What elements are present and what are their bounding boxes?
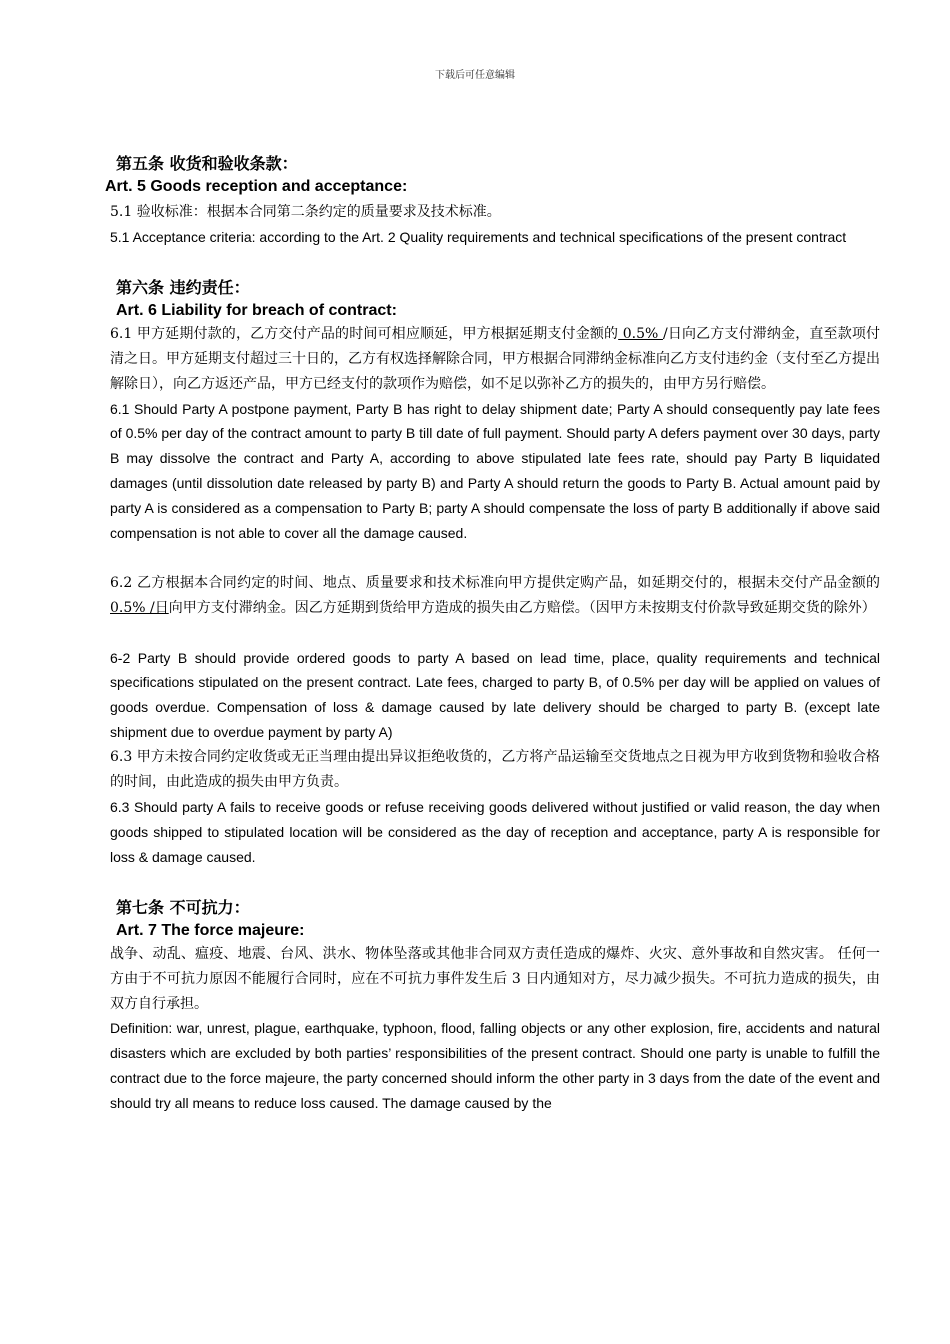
page-header: 下载后可任意编辑 [435, 70, 515, 81]
art6-p61-en: 6.1 Should Party A postpone payment, Party B has right to delay shipment date; Party A should consequently pay late fees of 0.5% per day of the contract amount to party B till date of full payment. Should party A defers payment over 30 days, party B may dissolve the contract and Party A, according to above stipulated late fees rate, should pay Party B liquidated damages (until dissolution date released by party B) and Party A should return the goods to Party B. Actual amount paid by party A is considered as a compensation to Party B; party A should compensate the loss of party B additionally if above said compensation is not able to cover all the damage caused. [110, 400, 880, 542]
art6-p62-cn-b: 向甲方支付滞纳金。因乙方延期到货给甲方造成的损失由乙方赔偿。（因甲方未按期支付价款导致延期交货的除外） [168, 599, 876, 616]
art7-p-en: Definition: war, unrest, plague, earthquake, typhoon, flood, falling objects or any other explosion, fire, accidents and natural disasters which are excluded by both parties’ responsibilities of the present contract. Should one party is unable to fulfill the contract due to the force majeure, the party concerned should inform the other party in 3 days from the date of the event and should try all means to reduce loss caused. The damage caused by the [110, 1020, 880, 1112]
art6-p62-en: 6-2 Party B should provide ordered goods to party A based on lead time, place, quality requirements and technical specifications stipulated on the present contract. Late fees, charged to party B, of 0.5% per day will be applied on values of goods overdue. Compensation of loss & damage caused by late delivery should be charged to party B. (except late shipment due to overdue payment by party A) [110, 649, 880, 741]
art6-p61-cn-a: 6.1 甲方延期付款的，乙方交付产品的时间可相应顺延，甲方根据延期支付金额的 [110, 325, 619, 342]
art6-p61-cn [110, 322, 880, 397]
art6-p61-cn-rate: 0.5% [618, 325, 663, 342]
art7-title-cn: 第七条 不可抗力： [116, 897, 250, 917]
art6-p63-cn: 6.3 甲方未按合同约定收货或无正当理由提出异议拒绝收货的，乙方将产品运输至交货地点之日视为甲方收到货物和验收合格的时间，由此造成的损失由甲方负责。 [110, 749, 880, 791]
art6-title-en: Art. 6 Liability for breach of contract: [116, 301, 397, 319]
art5-title-en: Art. 5 Goods reception and acceptance: [105, 178, 408, 195]
art7-title-en: Art. 7 The force majeure: [116, 921, 305, 939]
art6-title-cn: 第六条 违约责任： [116, 277, 250, 297]
art7-p-cn: 战争、动乱、瘟疫、地震、台风、洪水、物体坠落或其他非合同双方责任造成的爆炸、火灾、意外事故和自然灾害。 任何一方由于不可抗力原因不能履行合同时，应在不可抗力事件发生后 3 日内通知对方，尽力减少损失。不可抗力造成的损失，由双方自行承担。 [110, 945, 880, 1012]
art6-p62-cn-rate: 0.5% /日 [110, 599, 169, 616]
art5-title-cn: 第五条 收货和验收条款： [116, 154, 298, 173]
art6-p63-en: 6.3 Should party A fails to receive goods or refuse receiving goods delivered without justified or valid reason, the day when goods shipped to stipulated location will be considered as the day of reception and acceptance, party A is responsible for loss & damage caused. [110, 799, 880, 865]
document-body [105, 150, 881, 1116]
art6-p62-cn [110, 571, 880, 621]
art6-p61-cn-b: /日向乙方支付滞纳金，直至款项付清之日。甲方延期支付超过三十日的，乙方有权选择解除合同，甲方根据合同滞纳金标准向乙方支付违约金（支付至乙方提出解除日），向乙方返还产品，甲方已经支付的款项作为赔偿，如不足以弥补乙方的损失的，由甲方另行赔偿。 [110, 325, 881, 392]
art5-p1-en: 5.1 Acceptance criteria: according to the Art. 2 Quality requirements and technical specifications of the present contract [110, 228, 847, 245]
art6-p62-cn-a: 6.2 乙方根据本合同约定的时间、地点、质量要求和技术标准向甲方提供定购产品，如延期交付的，根据未交付产品金额的 [110, 574, 880, 591]
art5-p1-cn: 5.1 验收标准：根据本合同第二条约定的质量要求及技术标准。 [110, 204, 501, 220]
